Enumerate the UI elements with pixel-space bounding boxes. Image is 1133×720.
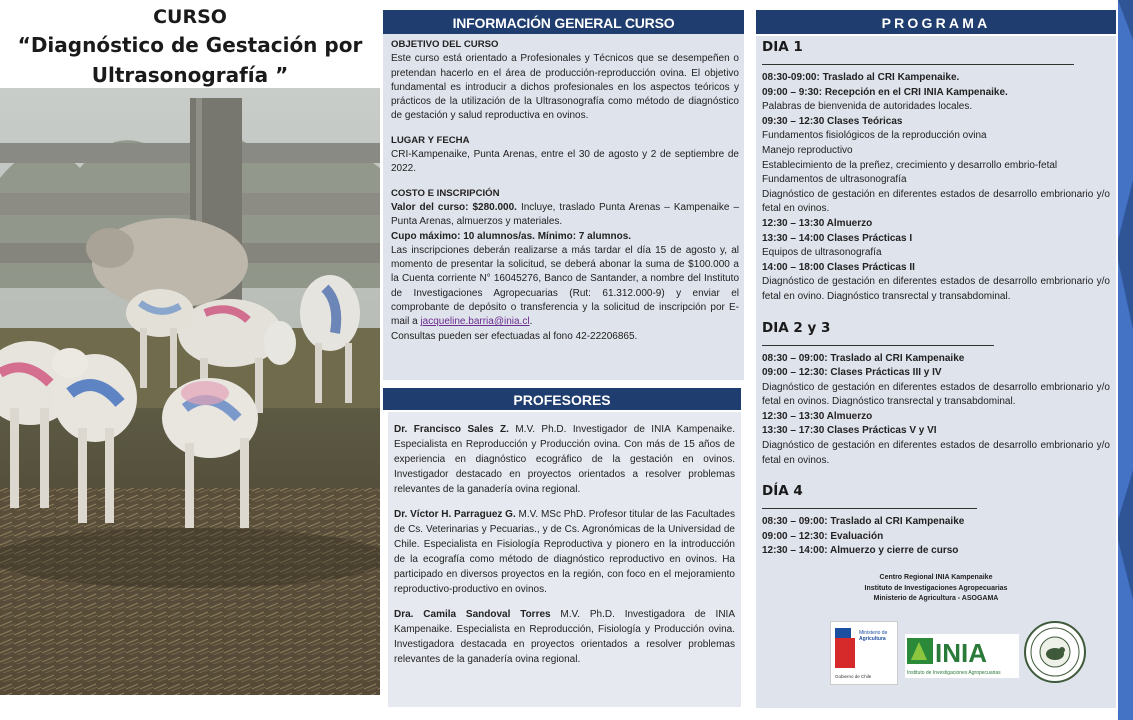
day1-line: 08:30-09:00: Traslado al CRI Kampenaike. — [762, 72, 960, 83]
day1-line: Diagnóstico de gestación en diferentes estados de desarrollo embrionario y/o fetal en ovino. Diagnóstico transrectal y transabdominal. — [762, 276, 1110, 302]
profesor-name: Dr. Víctor H. Parraguez G. — [394, 509, 516, 520]
day2-line: 12:30 – 13:30 Almuerzo — [762, 410, 873, 422]
gobierno-text: Gobierno de Chile — [835, 673, 872, 679]
day1-line: 13:30 – 14:00 Clases Prácticas I — [762, 232, 913, 244]
day1-line: Palabras de bienvenida de autoridades locales. — [762, 101, 973, 113]
decorative-ribbon — [1118, 0, 1133, 720]
profesor-item — [394, 507, 735, 597]
objetivo-text: Este curso está orientado a Profesionales y Técnicos que se desempeñen o pretendan hacerlo en el área de producción-reproducción ovina. El objetivo fundamental es introducir a dichos profesionales en los aspectos teóricos y prácticos de la utilización de la Ultrasonografía como método de diagnóstico de gestación y salud reproductiva en ovinos. — [391, 53, 739, 122]
cupo-text: Cupo máximo: 10 alumnos/as. Mínimo: 7 alumnos. — [391, 230, 632, 242]
day2-line: 13:30 – 17:30 Clases Prácticas V y VI — [762, 425, 937, 437]
day4-title: DÍA 4 — [762, 483, 803, 500]
lugar-text: CRI-Kampenaike, Punta Arenas, entre el 30 de agosto y 2 de septiembre de 2022. — [391, 149, 739, 175]
day1-line: Manejo reproductivo — [762, 144, 853, 156]
valor-label: Valor del curso: $280.000. — [391, 201, 517, 213]
info-section — [383, 10, 744, 380]
profesores-header: PROFESORES — [383, 388, 741, 410]
footer-line: Instituto de Investigaciones Agropecuarias — [864, 584, 1008, 592]
day1-line: 09:30 – 12:30 Clases Teóricas — [762, 115, 903, 127]
inscripcion-paragraph — [391, 244, 739, 330]
profesores-panel — [388, 412, 741, 707]
ministerio-line1: Ministerio de — [859, 629, 888, 636]
email-after: . — [529, 316, 533, 328]
day2-line: Diagnóstico de gestación en diferentes estados de desarrollo embrionario y/o fetal en ovinos. — [762, 440, 1110, 466]
inia-subtitle: Instituto de Investigaciones Agropecuarias — [907, 669, 1001, 676]
logos-row — [762, 621, 1110, 691]
day4-line: 08:30 – 09:00: Traslado al CRI Kampenaike — [762, 516, 965, 528]
day1-line: Equipos de ultrasonografía — [762, 247, 882, 259]
organizers-footer — [762, 573, 1110, 605]
profesor-item — [394, 607, 735, 667]
day2-title: DIA 2 y 3 — [762, 319, 831, 336]
course-title-line-2: Ultrasonografía ” — [91, 63, 289, 87]
course-title-line-1: “Diagnóstico de Gestación por — [17, 33, 363, 57]
day1-line: Establecimiento de la preñez, crecimiento y desarrollo embrio-fetal — [762, 159, 1058, 171]
profesor-bio: M.V. MSc PhD. Profesor titular de las Facultades de Cs. Veterinarias y Pecuarias., y de Cs. Agronómicas de la Universidad de Chile. Especialista en Fisiología Reproductiva y pionero en la introducción de la ecografía como método de diagnóstico reproductivo en ovinos. Ha participado en diversos proyectos en la región, con foco en el mejoramiento reproductivo-productivo en ovinos. — [394, 509, 735, 595]
course-title-block — [0, 0, 380, 88]
divider — [762, 345, 994, 346]
email-link[interactable]: jacqueline.barria@inia.cl — [420, 316, 530, 328]
profesor-name: Dra. Camila Sandoval Torres — [394, 609, 551, 620]
ministerio-line2: Agricultura — [859, 635, 886, 642]
lambs-photo — [0, 88, 380, 695]
footer-line: Centro Regional INIA Kampenaike — [879, 574, 993, 582]
profesor-item — [394, 422, 735, 497]
day2-line: 08:30 – 09:00: Traslado al CRI Kampenaike — [762, 352, 965, 364]
course-label: CURSO — [153, 6, 227, 28]
programa-header: PROGRAMA — [756, 10, 1116, 34]
day1-title: DIA 1 — [762, 39, 803, 55]
profesor-bio: M.V. Ph.D. Investigadora de INIA Kampenaike. Especialista en Reproducción, Fisiología y Producción ovina. Investigadora destacada en proyectos orientados a resolver problemas relevantes de la ganadería ovina regional. — [394, 609, 735, 665]
day4-line: 12:30 – 14:00: Almuerzo y cierre de curso — [762, 545, 959, 557]
day2-line: 09:00 – 12:30: Clases Prácticas III y IV — [762, 367, 942, 379]
inia-logo — [905, 634, 1019, 678]
day1-line: Fundamentos fisiológicos de la reproducción ovina — [762, 130, 987, 142]
consultas-text: Consultas pueden ser efectuadas al fono 42-22206865. — [391, 330, 638, 342]
asogama-seal — [1024, 621, 1086, 683]
programa-panel — [756, 36, 1116, 708]
divider — [762, 508, 977, 509]
info-header: INFORMACIÓN GENERAL CURSO — [383, 10, 744, 34]
divider — [762, 64, 1074, 65]
day1-line: 14:00 – 18:00 Clases Prácticas II — [762, 261, 915, 273]
info-panel — [383, 34, 744, 380]
footer-line: Ministerio de Agricultura - ASOGAMA — [873, 595, 999, 603]
day1-line: 09:00 – 9:30: Recepción en el CRI INIA Kampenaike. — [762, 86, 1008, 98]
valor-text: Incluye, traslado Punta Arenas – Kampenaike – Punta Arenas, almuerzos y materiales. — [391, 201, 739, 228]
profesor-bio: M.V. Ph.D. Investigador de INIA Kampenaike. Especialista en Reproducción y Producción ovina. Con más de 15 años de experiencia en diagnóstico ecográfico de la gestación en ovinos. Investigador destacado en proyectos orientados a resolver problemas relevantes de la ganadería ovina regional. — [394, 424, 736, 495]
day2-line: Diagnóstico de gestación en diferentes estados de desarrollo embrionario y/o fetal en ovinos. Diagnóstico transrectal y transabdominal. — [762, 381, 1110, 408]
day1-line: 12:30 – 13:30 Almuerzo — [762, 217, 873, 229]
costo-title: COSTO E INSCRIPCIÓN — [391, 187, 500, 199]
objetivo-title: OBJETIVO DEL CURSO — [391, 39, 499, 50]
ministerio-agricultura-logo — [830, 621, 898, 685]
day4-line: 09:00 – 12:30: Evaluación — [762, 530, 884, 542]
lugar-title: LUGAR Y FECHA — [391, 134, 470, 146]
day1-line: Diagnóstico de gestación en diferentes estados de desarrollo embrionario y/o fetal en ovinos. — [762, 188, 1110, 215]
valor-paragraph — [391, 201, 739, 230]
inia-wordmark: INIA — [935, 637, 987, 668]
day1-line: Fundamentos de ultrasonografía — [762, 174, 907, 186]
inscripcion-text: Las inscripciones deberán realizarse a más tardar el día 15 de agosto y, al momento de presentar la solicitud, se deberá abonar la suma de $100.000 a la Cuenta corriente N° 16045276, Banco de Santander, a nombre del Instituto de Investigaciones Agropecuarias (Rut: 61.312.000-9) y enviar el comprobante de depósito o transferencia y la solicitud de inscripción por E-mail a — [391, 244, 739, 328]
profesor-name: Dr. Francisco Sales Z. — [394, 424, 509, 435]
